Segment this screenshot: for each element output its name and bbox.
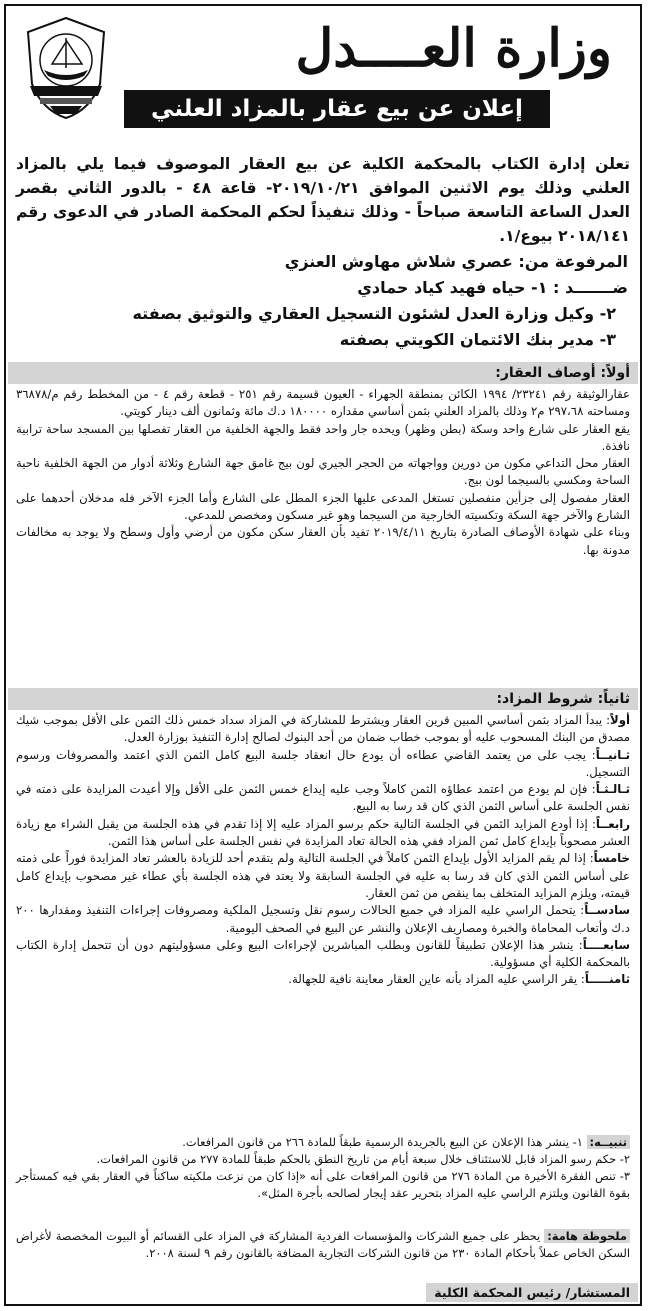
condition-item — [16, 781, 630, 816]
ministry-title: وزارة العــــدل — [295, 18, 612, 79]
property-paragraph: العقار مفصول إلى جزأين منفصلين تستغل المدعى عليها الجزء المطل على الشارع وأما الجزء الآخر فله مدخلان أحدهما على الشارع والآخر جهة السكة وتكسيته الخارجية من السيجما وهو غير مسكون ومخصص للمدعي. — [16, 490, 630, 523]
important-text: يحظر على جميع الشركات والمؤسسات الفردية المشاركة في المزاد على القسائم أو البيوت المخصصة لأغراض السكن الخاص عملاً بأحكام المادة ٢٣٠ من قانون الشركات التجارية المضافة بالقانون رقم ٩ لسنة ٢٠٠٨. — [16, 1229, 630, 1260]
condition-item — [16, 937, 630, 972]
condition-text: : إذا أودع المزايد الثمن في الجلسة التالية حكم برسو المزاد عليه إلا إذا تقدم في هذه الجلسة من يقبل الشراء مع زيادة العشر مصحوباً بإيداع كامل ثمن المزاد ففي هذه الحالة تعاد المزايدة في نفس الجلسة على أساس هذا الثمن. — [16, 816, 630, 849]
header — [6, 6, 640, 154]
section-conditions-title: ثانياً: شروط المزاد: — [8, 688, 638, 710]
condition-text: : يبدأ المزاد بثمن أساسي المبين قرين العقار ويشترط للمشاركة في المزاد سداد خمس ذلك الثمن على الأقل بموجب شيك مصدق من البنك المسحوب عليه أو بموجب خطاب ضمان من أحد البنوك لصالح إدارة التنفيذ بوزارة العدل. — [16, 713, 630, 745]
condition-number: أولاً — [610, 713, 630, 727]
condition-item — [16, 902, 630, 937]
notice-title: إعلان عن بيع عقار بالمزاد العلني — [124, 90, 550, 128]
defendant-2: ٢- وكيل وزارة العدل لشئون التسجيل العقاري والتوثيق بصفته — [132, 304, 616, 323]
condition-text: : يجب على من يعتمد القاضي عطاءه أن يودع حال انعقاد جلسة البيع كامل الثمن الذي اعتمد والمصروفات ورسوم التسجيل. — [16, 747, 630, 779]
condition-text: : إذا لم يقم المزايد الأول بإيداع الثمن كاملاً في الجلسة التالية ولم يتقدم أحد للزيادة بالعشر تعاد المزايدة فوراً على ذمته على أساس الثمن الذي كان قد رسا به عليه في الجلسة السابقة ولا يعتد في هذه الجلسة بأي عطاء غير مصحوب بإيداع كامل قيمته، ويلزم المزايد المتخلف بما ينقص من ثمن العقار. — [16, 851, 630, 900]
notice-label: تنبيــه: — [587, 1135, 630, 1149]
condition-item — [16, 971, 630, 988]
property-paragraph: وبناء على شهادة الأوصاف الصادرة بتاريخ ٢٠١٩/٤/١١ تفيد بأن العقار سكن مكون من أرضي وأول وسطح ولا يوجد به مخالفات مدونة بها. — [16, 525, 630, 557]
condition-number: سابعــــاً — [582, 937, 630, 952]
property-paragraph: يقع العقار على شارع واحد وسكة (بطن وظهر) ويحده جار واحد فقط والجهة الخلفية من العقار تفصلها بين المسجد ساحة ترابية نافذة. — [16, 421, 630, 453]
plaintiff: المرفوعة من: عصري شلاش مهاوش العنزي — [284, 252, 628, 271]
important-note — [16, 1228, 630, 1262]
condition-text: : ينشر هذا الإعلان تطبيقاً للقانون وبطلب المباشرين لإجراءات البيع وعلى مسؤوليتهم دون أن تتحمل إدارة الكتاب بالمحكمة الكلية أي مسؤولية. — [16, 937, 630, 970]
notice-text: ١- ينشر هذا الإعلان عن البيع بالجريدة الرسمية طبقاً للمادة ٢٦٦ من قانون المرافعات. — [182, 1135, 583, 1149]
condition-item — [16, 712, 630, 747]
property-description — [16, 386, 630, 559]
condition-text: : يتحمل الراسي عليه المزاد في جميع الحالات رسوم نقل وتسجيل الملكية ومصروفات إجراءات التنفيذ ومقدارها ٢٠٠ د.ك وأتعاب المحاماة والخبرة ومصاريف الإعلان والنشر عن البيع في الصحف اليومية. — [16, 903, 630, 935]
notice-item: ٣- تنص الفقرة الأخيرة من المادة ٢٧٦ من قانون المرافعات على أنه «إذا كان من نزعت ملكيته ساكناً في العقار بقي فيه كمستأجر بقوة القانون ويلتزم الراسي عليه المزاد بتحرير عقد إيجار لصالحه بأجرة المثل». — [16, 1169, 630, 1200]
condition-number: ثامنـــــاً — [584, 972, 630, 987]
condition-number: ثـانيــاً — [595, 747, 630, 762]
condition-number: رابعــاً — [595, 816, 630, 831]
property-paragraph: العقار محل التداعي مكون من دورين وواجهاته من الحجر الجيري لون بيج غامق جهة الشارع وثلاثة أدوار من الجهة الخلفية ناحية الساحة ومكسي بالسيجما لون بيج. — [16, 456, 630, 488]
condition-number: خامساً — [593, 851, 630, 866]
condition-number: ثـالـثـاً — [595, 782, 630, 797]
condition-text: : فإن لم يودع من اعتمد عطاؤه الثمن كاملاً وجب عليه إيداع خمس الثمن على الأقل وإلا أعيدت المزايدة على ذمته في نفس الجلسة على أساس الثمن الذي كان قد رسا به البيع. — [16, 782, 630, 814]
property-paragraph: عقارالوثيقة رقم ٢٣٢٤١/ ١٩٩٤ الكائن بمنطقة الجهراء - العيون قسيمة رقم ٢٥١ - قطعة رقم ٤ - من المخطط رقم م/٣٦٨٧٨ ومساحته ٢٩٧،٦٨ م٢ وذلك بالمزاد العلني بثمن أساسي مقداره ١٨٠٠٠٠ د.ك مائة وثمانون ألف دينار كويتي. — [16, 387, 630, 419]
notice-block — [16, 1134, 630, 1202]
notice-item — [16, 1134, 630, 1151]
conditions-list — [16, 712, 630, 989]
intro-text: تعلن إدارة الكتاب بالمحكمة الكلية عن بيع العقار الموصوف فيما يلي بالمزاد العلني وذلك يوم الاثنين الموافق ٢٠١٩/١٠/٢١- قاعة ٤٨ - بالدور الثاني بقصر العدل الساعة التاسعة صباحاً - وذلك تنفيذاً لحكم المحكمة الصادر في الدعوى رقم ٢٠١٨/١٤١ بيوع/١. — [16, 155, 630, 245]
kuwait-emblem-icon — [20, 14, 112, 122]
defendant-3: ٣- مدير بنك الائتمان الكويتي بصفته — [339, 330, 616, 349]
section-property-title: أولاً: أوصاف العقار: — [8, 362, 638, 384]
notice-item: ٢- حكم رسو المزاد قابل للاستئناف خلال سبعة أيام من تاريخ النطق بالحكم طبقاً للمادة ٢٧٧ من قانون المرافعات. — [96, 1152, 630, 1166]
condition-item — [16, 816, 630, 851]
important-label: ملحوظة هامة: — [544, 1229, 630, 1243]
condition-item — [16, 850, 630, 902]
defendant-1: ضـــــــد : ١- حياه فهيد كياد حمادي — [357, 278, 628, 297]
auction-notice — [4, 4, 642, 1306]
condition-item — [16, 747, 630, 782]
signature: المستشار/ رئيس المحكمة الكلية — [426, 1283, 638, 1302]
condition-number: سادســاً — [584, 903, 630, 918]
condition-text: : يقر الراسي عليه المزاد بأنه عاين العقار معاينة نافية للجهالة. — [288, 972, 585, 987]
